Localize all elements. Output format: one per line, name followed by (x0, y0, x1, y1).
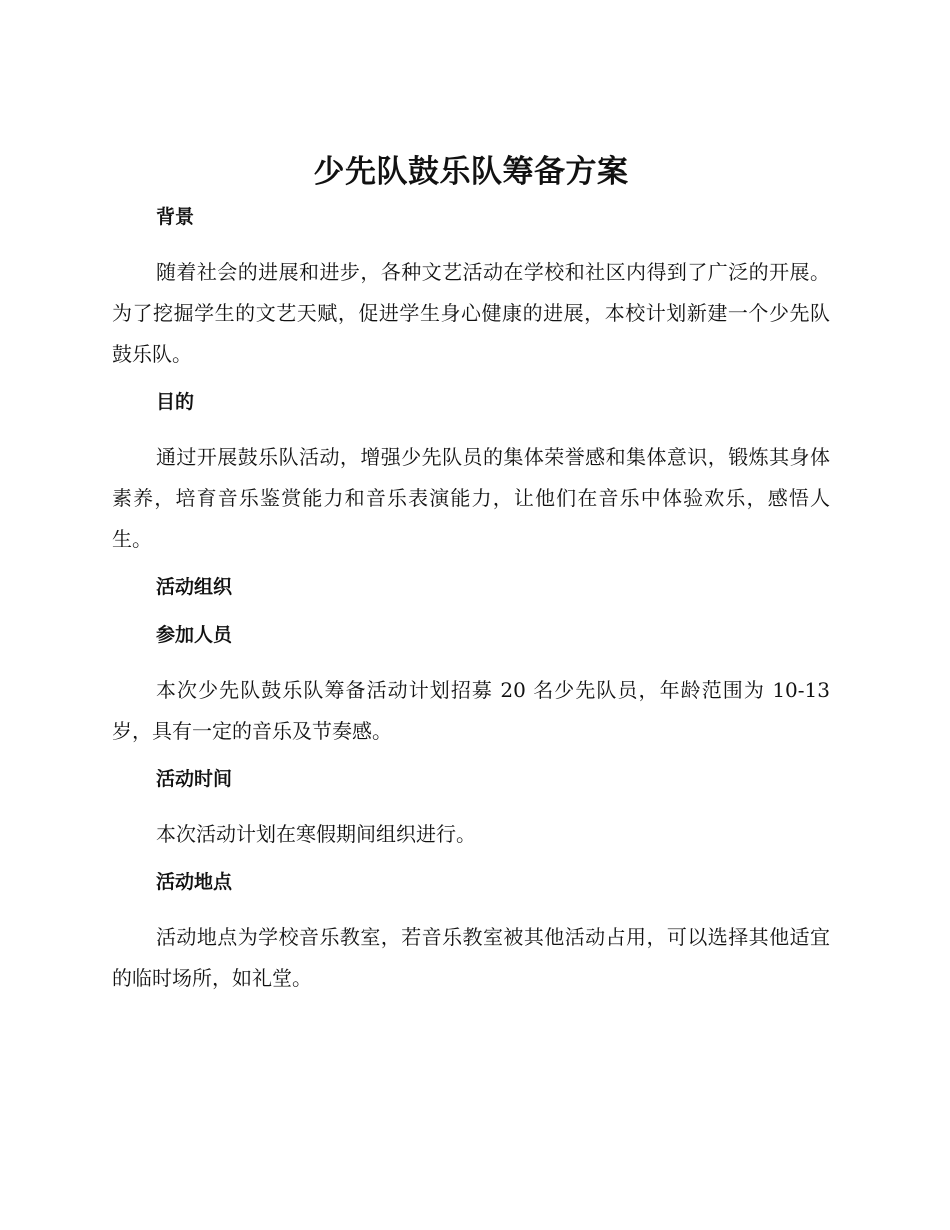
section-participants (112, 622, 830, 752)
section-location (112, 869, 830, 999)
section-heading-purpose: 目的 (156, 391, 195, 413)
section-heading-time: 活动时间 (156, 768, 233, 790)
section-text-time: 本次活动计划在寒假期间组织进行。 (156, 822, 476, 846)
section-heading-location: 活动地点 (156, 871, 233, 893)
section-time (112, 766, 830, 855)
section-heading-participants: 参加人员 (156, 624, 233, 646)
section-text-purpose: 通过开展鼓乐队活动，增强少先队员的集体荣誉感和集体意识，锻炼其身体素养，培育音乐鉴赏能力和音乐表演能力，让他们在音乐中体验欢乐，感悟人生。 (112, 445, 830, 551)
section-text-location: 活动地点为学校音乐教室，若音乐教室被其他活动占用，可以选择其他适宜的临时场所，如礼堂。 (112, 925, 830, 990)
document-title: 少先队鼓乐队筹备方案 (313, 154, 629, 190)
section-text-background: 随着社会的进展和进步，各种文艺活动在学校和社区内得到了广泛的开展。为了挖掘学生的文艺天赋，促进学生身心健康的进展，本校计划新建一个少先队鼓乐队。 (112, 260, 830, 366)
section-background (112, 204, 830, 375)
section-text-participants: 本次少先队鼓乐队筹备活动计划招募 20 名少先队员，年龄范围为 10-13 岁，具有一定的音乐及节奏感。 (112, 678, 830, 743)
section-heading-organization: 活动组织 (156, 576, 233, 598)
section-purpose (112, 389, 830, 560)
section-heading-background: 背景 (156, 206, 195, 228)
section-organization (112, 574, 830, 600)
